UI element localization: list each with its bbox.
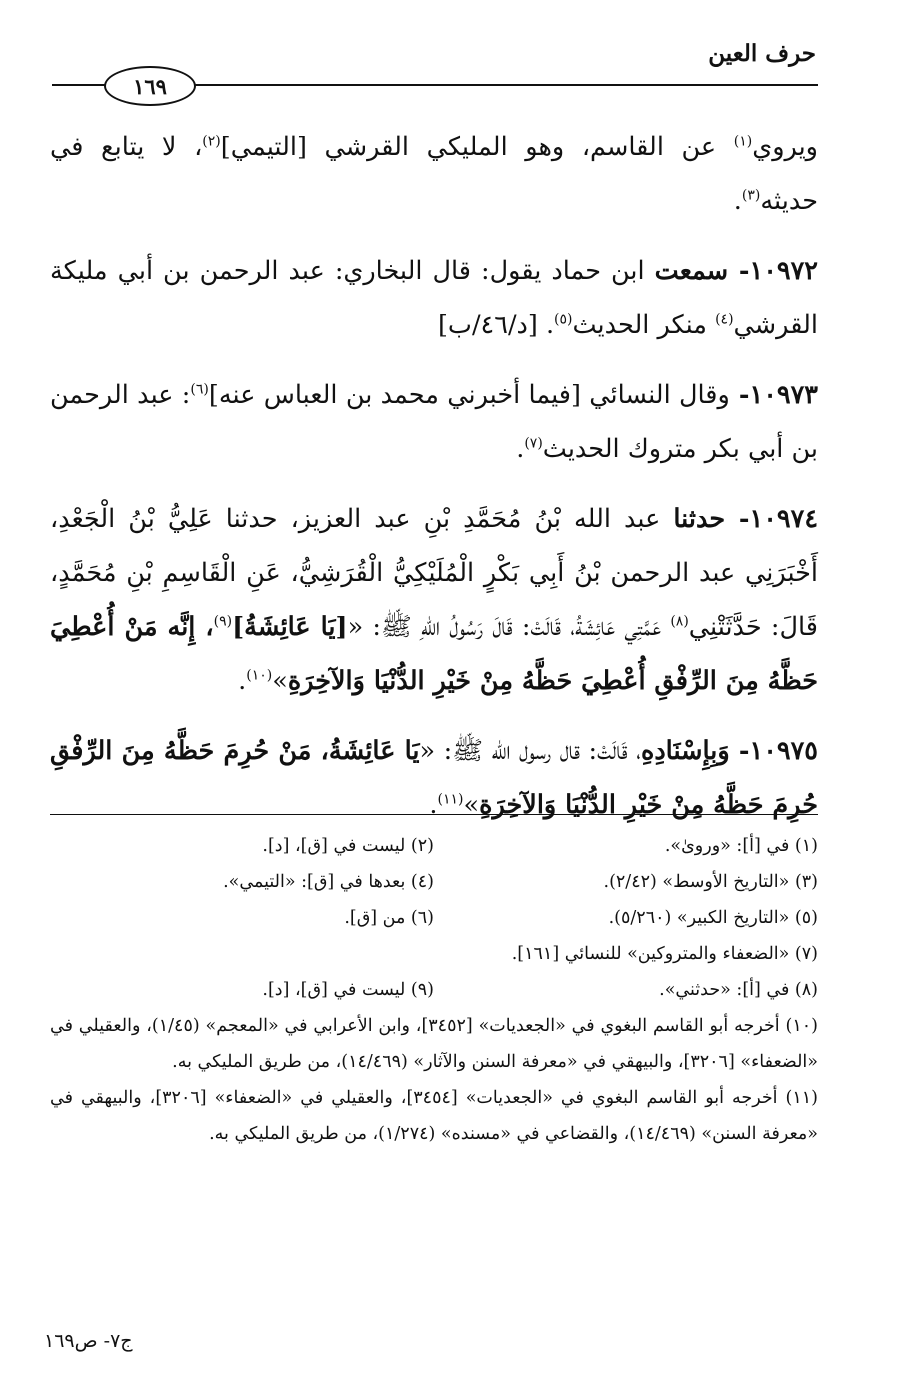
entry-keyword: وَبِإِسْنَادِهِ [640, 736, 730, 766]
entry-10972 [50, 244, 818, 352]
footnote-2: (٢) ليست في [ق]، [د]. [262, 836, 434, 856]
text: منكر الحديث [572, 310, 716, 340]
footnote-marker[interactable]: (٥) [554, 311, 573, 328]
text: : عبد الرحمن بن أبي بكر متروك الحديث [50, 380, 818, 464]
footnote-6: (٦) من [ق]. [344, 908, 434, 928]
main-text [50, 120, 818, 846]
hadith-text: [يَا عَائِشَةُ] [232, 612, 348, 642]
text: عن القاسم، وهو المليكي القرشي [التيمي] [220, 132, 734, 162]
footnote-11: (١١) أخرجه أبو القاسم البغوي في «الجعديات» [٣٤٥٤]، والعقيلي في «الضعفاء» [٣٢٠٦]، والبيهقي في «معرفة السنن» (١٤/٤٦٩)، والقضاعي في «مسنده» (١/٢٧٤)، من طريق المليكي به. [50, 1088, 818, 1144]
hadith-text: يَا عَائِشَةُ، مَنْ حُرِمَ حَظَّهُ مِنَ الرِّفْقِ حُرِمَ حَظَّهُ مِنْ خَيْرِ الدُّنْيَا وَالآخِرَةِ [50, 736, 818, 820]
text: ، لا يتابع في حديثه [50, 132, 818, 216]
footnote-7: (٧) «الضعفاء والمتروكين» للنسائي [١٦١]. [511, 944, 818, 964]
footnote-5: (٥) «التاريخ الكبير» (٥/٢٦٠). [608, 908, 818, 928]
footnote-9: (٩) ليست في [ق]، [د]. [262, 980, 434, 1000]
text: . [238, 666, 247, 696]
entry-10973 [50, 368, 818, 476]
footnote-marker[interactable]: (١٠) [246, 667, 273, 684]
footnote-4: (٤) بعدها في [ق]: «التيمي». [223, 872, 434, 892]
footnote-3: (٣) «التاريخ الأوسط» (٢/٤٢). [603, 872, 818, 892]
entry-number: ١٠٩٧٢- [728, 256, 818, 286]
footnote-marker[interactable]: (٩) [213, 613, 233, 630]
text: ويروي [752, 132, 818, 162]
text: ، قَالَتْ: قال رسول الله ﷺ: « [419, 736, 641, 766]
entry-number: ١٠٩٧٣- [729, 380, 818, 410]
footnote-marker[interactable]: (٧) [524, 435, 543, 452]
footnote-separator [50, 814, 818, 815]
text: . [733, 186, 742, 216]
entry-number: ١٠٩٧٤- [725, 504, 819, 534]
text: » [272, 666, 288, 696]
footnote-marker[interactable]: (٣) [741, 187, 761, 204]
footnote-row [50, 972, 818, 1008]
footnote-row [50, 900, 818, 936]
footnote-marker[interactable]: (١١) [437, 791, 464, 808]
running-head: حرف العين [708, 40, 816, 67]
paragraph-intro [50, 120, 818, 228]
page-reference: ج٧- ص١٦٩ [44, 1330, 133, 1352]
text: » [463, 790, 480, 820]
text: . [د/٤٦/ب] [437, 310, 555, 340]
text: . [429, 790, 438, 820]
page-number: ١٦٩ [133, 73, 167, 99]
entry-number: ١٠٩٧٥- [729, 736, 818, 766]
footnote-1: (١) في [أ]: «وروىٰ». [664, 836, 818, 856]
text: وقال النسائي [فيما أخبرني محمد بن العباس عنه] [208, 380, 730, 410]
entry-10975 [50, 724, 818, 832]
footnote-marker[interactable]: (٦) [190, 381, 209, 398]
page-number-oval [104, 66, 196, 106]
footnote-marker[interactable]: (١) [733, 133, 753, 150]
text: عبد الله بْنُ مُحَمَّدِ بْنِ عبد العزيز، حدثنا عَلِيُّ بْنُ الْجَعْدِ، أَخْبَرَنِي عبد الرحمن بْنُ أَبِي بَكْرٍ الْمُلَيْكِيُّ الْقُرَشِيُّ، عَنِ الْقَاسِمِ بْنِ مُحَمَّدٍ، قَالَ: حَدَّثَتْنِي [50, 504, 818, 642]
entry-10974 [50, 492, 818, 708]
footnote-marker[interactable]: (٨) [670, 613, 689, 630]
entry-keyword: حدثنا [673, 504, 726, 534]
footnote-row [50, 864, 818, 900]
footnote-row [50, 828, 818, 864]
text: ابن حماد يقول: قال البخاري: عبد الرحمن بن أبي مليكة القرشي [50, 256, 818, 340]
footnote-marker[interactable]: (٤) [715, 311, 734, 328]
text: عَمَّتِي عَائِشَةُ، قَالَتْ: قَالَ رَسُولُ اللهِ ﷺ: « [347, 612, 671, 642]
text: . [516, 434, 525, 464]
footnotes [50, 828, 818, 1152]
footnote-10: (١٠) أخرجه أبو القاسم البغوي في «الجعديات» [٣٤٥٢]، وابن الأعرابي في «المعجم» (١/٤٥)، والعقيلي في «الضعفاء» [٣٢٠٦]، والبيهقي في «معرفة السنن والآثار» (١٤/٤٦٩)، من طريق المليكي به. [50, 1016, 818, 1072]
entry-keyword: سمعت [654, 256, 729, 286]
footnote-8: (٨) في [أ]: «حدثني». [659, 980, 818, 1000]
footnote-marker[interactable]: (٢) [202, 133, 221, 150]
hadith-text: ، إِنَّه مَنْ أُعْطِيَ حَظَّهُ مِنَ الرِّفْقِ أُعْطِيَ حَظَّهُ مِنْ خَيْرِ الدُّنْيَا وَالآخِرَةِ [50, 612, 818, 696]
